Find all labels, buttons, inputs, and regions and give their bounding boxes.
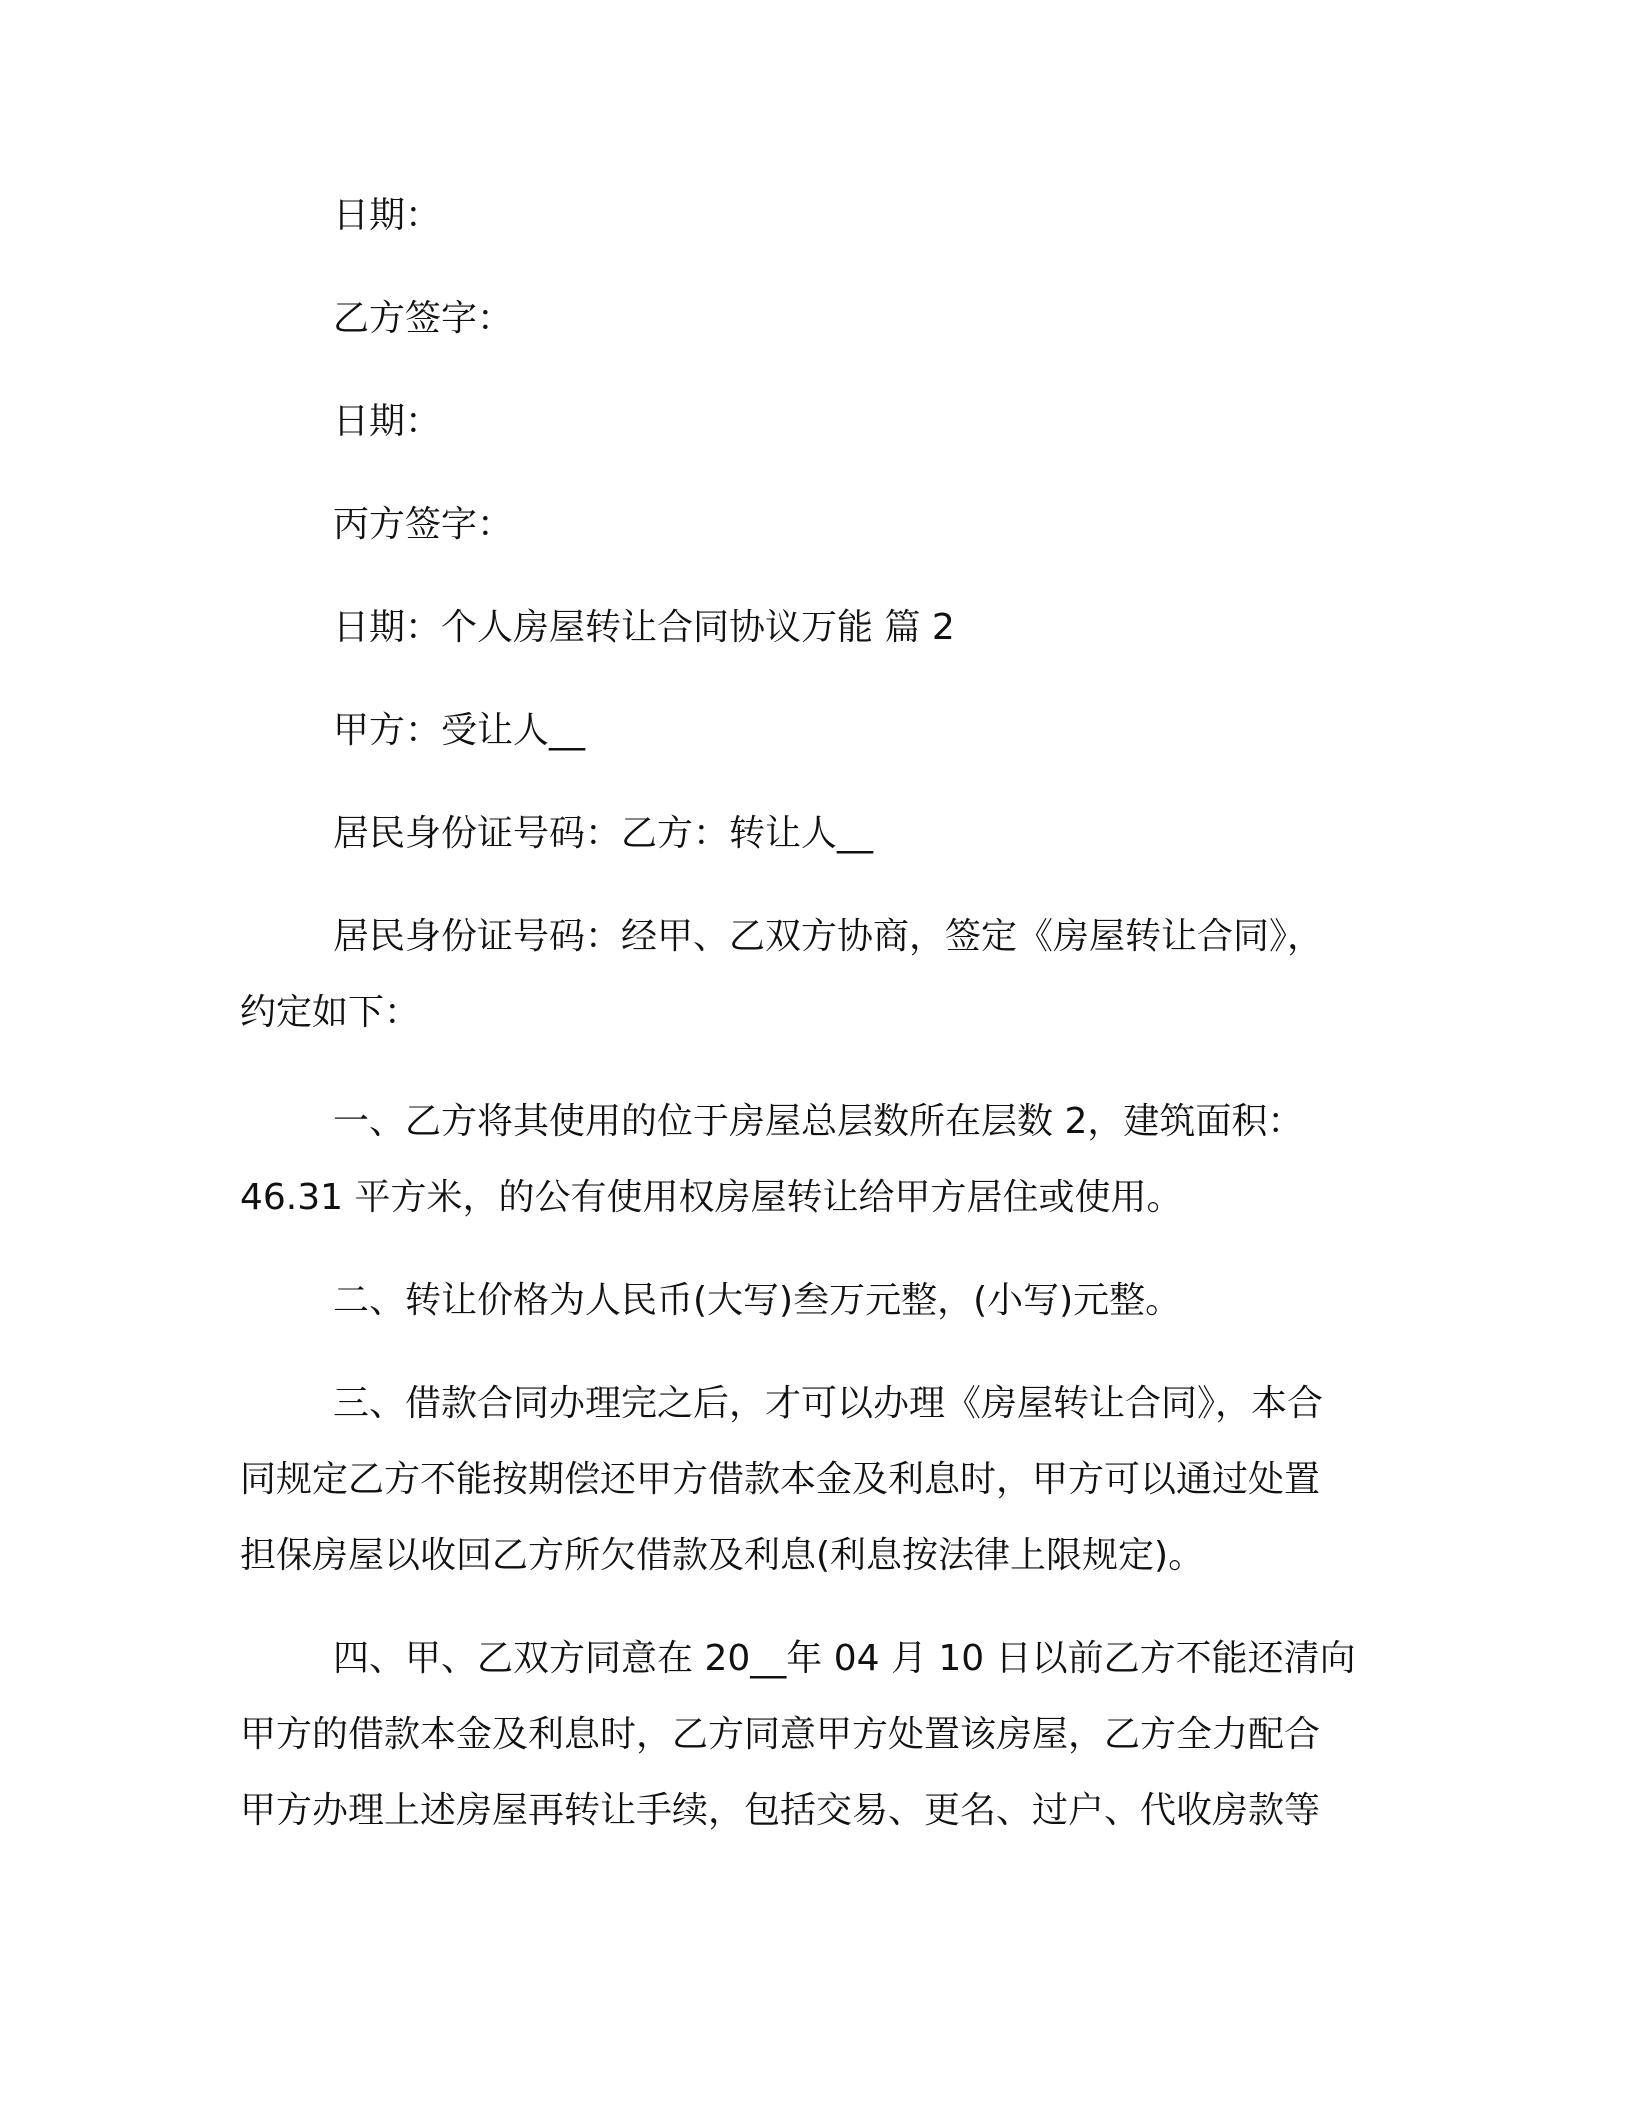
intro-paragraph-line-2: 约定如下： — [240, 992, 421, 1033]
clause-3-line-1: 三、借款合同办理完之后，才可以办理《房屋转让合同》，本合 — [333, 1383, 1324, 1424]
clause-4-line-3: 甲方办理上述房屋再转让手续，包括交易、更名、过户、代收房款等 — [240, 1790, 1321, 1831]
clause-2-line: 二、转让价格为人民币(大写)叁万元整，(小写)元整。 — [333, 1280, 1182, 1321]
date-line-2: 日期： — [333, 401, 442, 442]
date-line-1: 日期： — [333, 195, 442, 236]
date-and-heading-line: 日期：个人房屋转让合同协议万能 篇 2 — [333, 607, 955, 648]
clause-3-line-2: 同规定乙方不能按期偿还甲方借款本金及利息时，甲方可以通过处置 — [240, 1459, 1321, 1500]
party-c-signature-line: 丙方签字： — [333, 504, 514, 545]
party-b-signature-line: 乙方签字： — [333, 298, 514, 339]
party-a-line: 甲方：受让人__ — [333, 710, 586, 751]
clause-4-line-1: 四、甲、乙双方同意在 20__年 04 月 10 日以前乙方不能还清向 — [333, 1638, 1356, 1679]
intro-paragraph-line-1: 居民身份证号码：经甲、乙双方协商，签定《房屋转让合同》， — [333, 916, 1324, 957]
clause-1-line-1: 一、乙方将其使用的位于房屋总层数所在层数 2，建筑面积： — [333, 1101, 1304, 1142]
clause-3-line-3: 担保房屋以收回乙方所欠借款及利息(利息按法律上限规定)。 — [240, 1535, 1205, 1576]
clause-4-line-2: 甲方的借款本金及利息时，乙方同意甲方处置该房屋，乙方全力配合 — [240, 1714, 1321, 1755]
id-number-party-b-line: 居民身份证号码：乙方：转让人__ — [333, 813, 874, 854]
clause-1-line-2: 46.31 平方米，的公有使用权房屋转让给甲方居住或使用。 — [240, 1177, 1183, 1218]
